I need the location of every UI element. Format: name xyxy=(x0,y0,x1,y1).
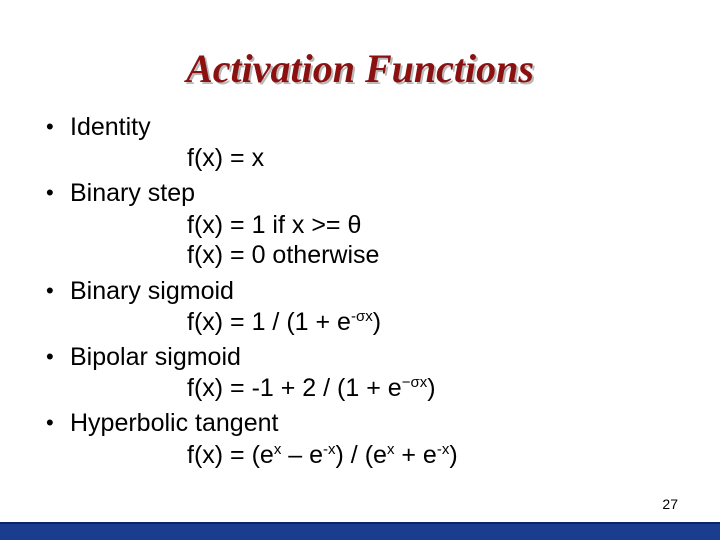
formula-bipolar-sigmoid xyxy=(187,373,436,403)
formula-text: + e xyxy=(394,441,437,469)
formula-text: f(x) = 1 if x >= θ xyxy=(187,211,362,239)
formula-exponent: -σx xyxy=(350,308,373,325)
formula-text: f(x) = (e xyxy=(187,441,274,469)
bullet-icon: • xyxy=(46,410,54,435)
formula-exponent: x xyxy=(273,441,282,458)
page-number: 27 xyxy=(662,496,678,512)
bullet-label: Identity xyxy=(70,113,151,141)
formula-binary-sigmoid xyxy=(187,307,381,337)
slide-title: Activation Functions xyxy=(186,46,534,91)
formula-binary-step-2 xyxy=(187,240,379,270)
formula-identity xyxy=(187,143,264,173)
formula-text: f(x) = -1 + 2 / (1 + e xyxy=(187,374,402,402)
footer-bar xyxy=(0,522,720,540)
bullet-item-binary-sigmoid xyxy=(46,276,234,306)
bullet-item-binary-step xyxy=(46,178,195,208)
formula-text-end: ) xyxy=(449,441,458,469)
bullet-label: Binary sigmoid xyxy=(70,277,234,305)
formula-text-end: ) xyxy=(372,308,382,336)
formula-text: – e xyxy=(281,441,324,469)
formula-exponent: -x xyxy=(436,441,450,458)
bullet-item-hyperbolic-tangent xyxy=(46,408,278,438)
bullet-label: Hyperbolic tangent xyxy=(70,409,279,437)
formula-text: f(x) = x xyxy=(187,144,265,172)
bullet-label: Binary step xyxy=(70,179,196,207)
formula-exponent: -x xyxy=(323,441,336,458)
formula-hyperbolic-tangent xyxy=(187,440,458,470)
formula-exponent: −σx xyxy=(401,374,428,391)
bullet-icon: • xyxy=(46,114,54,139)
formula-text: ) / (e xyxy=(335,441,387,469)
formula-binary-step-1 xyxy=(187,210,361,240)
bullet-icon: • xyxy=(46,180,54,205)
formula-exponent: x xyxy=(386,441,395,458)
formula-text: f(x) = 0 otherwise xyxy=(187,241,380,269)
formula-text-end: ) xyxy=(427,374,436,402)
bullet-item-bipolar-sigmoid xyxy=(46,342,241,372)
bullet-item-identity xyxy=(46,112,151,142)
formula-text: f(x) = 1 / (1 + e xyxy=(187,308,351,336)
bullet-label: Bipolar sigmoid xyxy=(70,343,241,371)
bullet-icon: • xyxy=(46,278,54,303)
bullet-icon: • xyxy=(46,344,54,369)
